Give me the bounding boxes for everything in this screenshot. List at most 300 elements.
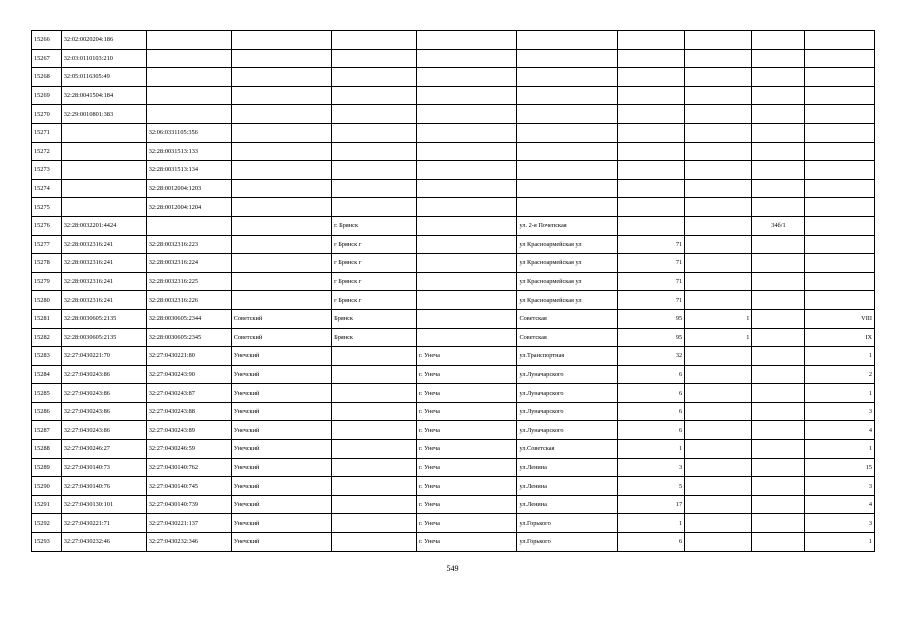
row-number-cell: 15281: [32, 309, 62, 328]
settlement-cell: г. Унеча: [417, 495, 517, 514]
house-number-cell: [617, 68, 684, 87]
cadastral-number-cell: 32:28:0041504:184: [61, 86, 146, 105]
building-cell: [685, 272, 752, 291]
settlement-cell: [417, 68, 517, 87]
table-row: [32, 402, 875, 421]
house-number-cell: 6: [617, 421, 684, 440]
street-cell: [517, 123, 617, 142]
street-cell: ул.Ленина: [517, 458, 617, 477]
building-cell: [685, 384, 752, 403]
structure-cell: [752, 421, 805, 440]
cadastral-number-cell: 32:28:0032316:241: [61, 254, 146, 273]
district-cell: Унечский: [231, 477, 331, 496]
object-cadastral-number-cell: 32:27:0430221:80: [146, 347, 231, 366]
building-cell: [685, 31, 752, 50]
settlement-cell: [417, 328, 517, 347]
city-cell: Брянск: [332, 328, 417, 347]
room-cell: [805, 198, 875, 217]
street-cell: ул Красноармейская ул: [517, 272, 617, 291]
street-cell: ул.Горького: [517, 533, 617, 552]
structure-cell: [752, 495, 805, 514]
table-row: [32, 49, 875, 68]
city-cell: [332, 179, 417, 198]
room-cell: 1: [805, 440, 875, 459]
table-row: [32, 458, 875, 477]
street-cell: ул.Ленина: [517, 477, 617, 496]
street-cell: ул.Транспортная: [517, 347, 617, 366]
house-number-cell: 1: [617, 440, 684, 459]
district-cell: Унечский: [231, 495, 331, 514]
table-row: [32, 123, 875, 142]
building-cell: [685, 402, 752, 421]
cadastral-number-cell: [61, 161, 146, 180]
house-number-cell: 3: [617, 458, 684, 477]
structure-cell: [752, 68, 805, 87]
street-cell: [517, 31, 617, 50]
house-number-cell: [617, 142, 684, 161]
row-number-cell: 15266: [32, 31, 62, 50]
object-cadastral-number-cell: 32:06:0331105:356: [146, 123, 231, 142]
building-cell: [685, 477, 752, 496]
structure-cell: [752, 477, 805, 496]
room-cell: [805, 216, 875, 235]
row-number-cell: 15274: [32, 179, 62, 198]
room-cell: 4: [805, 495, 875, 514]
district-cell: [231, 105, 331, 124]
room-cell: 3: [805, 514, 875, 533]
object-cadastral-number-cell: 32:28:0032316:226: [146, 291, 231, 310]
street-cell: ул.Горького: [517, 514, 617, 533]
house-number-cell: 71: [617, 291, 684, 310]
cadastral-number-cell: 32:28:0030605:2135: [61, 309, 146, 328]
object-cadastral-number-cell: [146, 68, 231, 87]
row-number-cell: 15280: [32, 291, 62, 310]
structure-cell: [752, 31, 805, 50]
row-number-cell: 15287: [32, 421, 62, 440]
street-cell: [517, 198, 617, 217]
table-row: [32, 514, 875, 533]
structure-cell: [752, 514, 805, 533]
cadastral-number-cell: 32:27:0430221:71: [61, 514, 146, 533]
table-row: [32, 161, 875, 180]
room-cell: [805, 105, 875, 124]
structure-cell: [752, 365, 805, 384]
house-number-cell: [617, 105, 684, 124]
row-number-cell: 15292: [32, 514, 62, 533]
structure-cell: [752, 86, 805, 105]
house-number-cell: [617, 123, 684, 142]
object-cadastral-number-cell: [146, 216, 231, 235]
city-cell: [332, 514, 417, 533]
row-number-cell: 15284: [32, 365, 62, 384]
settlement-cell: г. Унеча: [417, 402, 517, 421]
structure-cell: [752, 328, 805, 347]
page-number: 549: [446, 564, 459, 573]
house-number-cell: [617, 31, 684, 50]
room-cell: [805, 68, 875, 87]
settlement-cell: г. Унеча: [417, 365, 517, 384]
building-cell: [685, 142, 752, 161]
table-row: [32, 291, 875, 310]
table-row: [32, 495, 875, 514]
table-row: [32, 309, 875, 328]
row-number-cell: 15270: [32, 105, 62, 124]
house-number-cell: [617, 198, 684, 217]
structure-cell: [752, 254, 805, 273]
building-cell: [685, 365, 752, 384]
building-cell: [685, 235, 752, 254]
house-number-cell: 6: [617, 384, 684, 403]
city-cell: [332, 365, 417, 384]
settlement-cell: [417, 254, 517, 273]
house-number-cell: 6: [617, 365, 684, 384]
cadastral-number-cell: 32:27:0430243:86: [61, 384, 146, 403]
table-row: [32, 216, 875, 235]
settlement-cell: [417, 105, 517, 124]
settlement-cell: [417, 235, 517, 254]
registry-table: [31, 30, 875, 552]
cadastral-number-cell: [61, 142, 146, 161]
row-number-cell: 15275: [32, 198, 62, 217]
city-cell: [332, 384, 417, 403]
city-cell: [332, 105, 417, 124]
object-cadastral-number-cell: 32:28:0012004:1204: [146, 198, 231, 217]
city-cell: [332, 533, 417, 552]
structure-cell: 34б/1: [752, 216, 805, 235]
room-cell: [805, 86, 875, 105]
cadastral-number-cell: 32:28:0032201:4424: [61, 216, 146, 235]
building-cell: [685, 495, 752, 514]
cadastral-number-cell: 32:28:0032316:241: [61, 235, 146, 254]
structure-cell: [752, 198, 805, 217]
row-number-cell: 15277: [32, 235, 62, 254]
settlement-cell: [417, 31, 517, 50]
table-row: [32, 440, 875, 459]
city-cell: г Брянск г: [332, 272, 417, 291]
street-cell: [517, 161, 617, 180]
room-cell: [805, 123, 875, 142]
city-cell: [332, 123, 417, 142]
table-row: [32, 198, 875, 217]
city-cell: [332, 440, 417, 459]
room-cell: [805, 49, 875, 68]
building-cell: [685, 198, 752, 217]
building-cell: [685, 49, 752, 68]
settlement-cell: [417, 272, 517, 291]
city-cell: [332, 68, 417, 87]
structure-cell: [752, 291, 805, 310]
structure-cell: [752, 272, 805, 291]
cadastral-number-cell: 32:27:0430243:86: [61, 365, 146, 384]
district-cell: [231, 291, 331, 310]
settlement-cell: г. Унеча: [417, 458, 517, 477]
object-cadastral-number-cell: 32:27:0430140:762: [146, 458, 231, 477]
building-cell: [685, 68, 752, 87]
room-cell: [805, 254, 875, 273]
district-cell: [231, 161, 331, 180]
district-cell: Унечский: [231, 384, 331, 403]
room-cell: [805, 31, 875, 50]
table-row: [32, 86, 875, 105]
district-cell: [231, 272, 331, 291]
object-cadastral-number-cell: 32:27:0430221:137: [146, 514, 231, 533]
building-cell: [685, 123, 752, 142]
street-cell: [517, 179, 617, 198]
table-row: [32, 68, 875, 87]
structure-cell: [752, 161, 805, 180]
room-cell: [805, 235, 875, 254]
object-cadastral-number-cell: [146, 86, 231, 105]
building-cell: [685, 291, 752, 310]
district-cell: [231, 49, 331, 68]
district-cell: Советский: [231, 309, 331, 328]
street-cell: ул Красноармейская ул: [517, 291, 617, 310]
room-cell: 1: [805, 533, 875, 552]
settlement-cell: [417, 179, 517, 198]
object-cadastral-number-cell: 32:27:0430243:88: [146, 402, 231, 421]
building-cell: 1: [685, 328, 752, 347]
row-number-cell: 15285: [32, 384, 62, 403]
settlement-cell: [417, 291, 517, 310]
settlement-cell: г. Унеча: [417, 347, 517, 366]
street-cell: [517, 105, 617, 124]
room-cell: 3: [805, 477, 875, 496]
room-cell: 3: [805, 402, 875, 421]
cadastral-number-cell: 32:29:0010801:383: [61, 105, 146, 124]
cadastral-number-cell: [61, 123, 146, 142]
room-cell: 4: [805, 421, 875, 440]
district-cell: [231, 31, 331, 50]
object-cadastral-number-cell: [146, 31, 231, 50]
district-cell: [231, 235, 331, 254]
city-cell: г Брянск г: [332, 235, 417, 254]
city-cell: [332, 458, 417, 477]
district-cell: Унечский: [231, 365, 331, 384]
building-cell: [685, 458, 752, 477]
cadastral-number-cell: 32:27:0430232:46: [61, 533, 146, 552]
object-cadastral-number-cell: [146, 105, 231, 124]
street-cell: ул.Луначарского: [517, 421, 617, 440]
structure-cell: [752, 105, 805, 124]
street-cell: ул.Луначарского: [517, 365, 617, 384]
structure-cell: [752, 402, 805, 421]
cadastral-number-cell: 32:28:0030605:2135: [61, 328, 146, 347]
table-row: [32, 328, 875, 347]
structure-cell: [752, 458, 805, 477]
settlement-cell: [417, 198, 517, 217]
district-cell: Унечский: [231, 458, 331, 477]
table-row: [32, 384, 875, 403]
settlement-cell: [417, 216, 517, 235]
city-cell: [332, 347, 417, 366]
district-cell: Унечский: [231, 402, 331, 421]
settlement-cell: г. Унеча: [417, 421, 517, 440]
city-cell: [332, 142, 417, 161]
city-cell: Брянск: [332, 309, 417, 328]
house-number-cell: 71: [617, 235, 684, 254]
city-cell: [332, 477, 417, 496]
cadastral-number-cell: 32:27:0430246:27: [61, 440, 146, 459]
cadastral-number-cell: 32:28:0032316:241: [61, 291, 146, 310]
house-number-cell: 17: [617, 495, 684, 514]
district-cell: Унечский: [231, 533, 331, 552]
object-cadastral-number-cell: [146, 49, 231, 68]
settlement-cell: г. Унеча: [417, 440, 517, 459]
house-number-cell: 71: [617, 254, 684, 273]
structure-cell: [752, 179, 805, 198]
table-row: [32, 477, 875, 496]
row-number-cell: 15293: [32, 533, 62, 552]
row-number-cell: 15276: [32, 216, 62, 235]
district-cell: Унечский: [231, 514, 331, 533]
settlement-cell: [417, 309, 517, 328]
district-cell: [231, 142, 331, 161]
city-cell: [332, 31, 417, 50]
district-cell: [231, 123, 331, 142]
row-number-cell: 15286: [32, 402, 62, 421]
cadastral-number-cell: 32:02:0020204:186: [61, 31, 146, 50]
row-number-cell: 15283: [32, 347, 62, 366]
table-row: [32, 533, 875, 552]
district-cell: Унечский: [231, 421, 331, 440]
building-cell: [685, 216, 752, 235]
room-cell: [805, 142, 875, 161]
house-number-cell: 95: [617, 309, 684, 328]
city-cell: [332, 161, 417, 180]
object-cadastral-number-cell: 32:28:0032316:224: [146, 254, 231, 273]
house-number-cell: 5: [617, 477, 684, 496]
room-cell: [805, 161, 875, 180]
building-cell: [685, 86, 752, 105]
district-cell: [231, 216, 331, 235]
row-number-cell: 15273: [32, 161, 62, 180]
settlement-cell: г. Унеча: [417, 514, 517, 533]
room-cell: 1: [805, 384, 875, 403]
district-cell: [231, 68, 331, 87]
settlement-cell: г. Унеча: [417, 477, 517, 496]
table-row: [32, 272, 875, 291]
object-cadastral-number-cell: 32:27:0430243:87: [146, 384, 231, 403]
table-row: [32, 179, 875, 198]
house-number-cell: [617, 216, 684, 235]
city-cell: [332, 86, 417, 105]
room-cell: [805, 272, 875, 291]
object-cadastral-number-cell: 32:27:0430232:346: [146, 533, 231, 552]
settlement-cell: г. Унеча: [417, 533, 517, 552]
city-cell: [332, 402, 417, 421]
table-row: [32, 254, 875, 273]
building-cell: [685, 254, 752, 273]
room-cell: IX: [805, 328, 875, 347]
cadastral-number-cell: 32:27:0430130:101: [61, 495, 146, 514]
cadastral-number-cell: 32:27:0430221:70: [61, 347, 146, 366]
district-cell: Унечский: [231, 440, 331, 459]
structure-cell: [752, 309, 805, 328]
city-cell: [332, 421, 417, 440]
table-row: [32, 31, 875, 50]
city-cell: [332, 198, 417, 217]
city-cell: г Брянск г: [332, 291, 417, 310]
house-number-cell: [617, 86, 684, 105]
structure-cell: [752, 49, 805, 68]
street-cell: ул.Советская: [517, 440, 617, 459]
structure-cell: [752, 123, 805, 142]
street-cell: [517, 68, 617, 87]
row-number-cell: 15272: [32, 142, 62, 161]
object-cadastral-number-cell: 32:27:0430243:89: [146, 421, 231, 440]
structure-cell: [752, 235, 805, 254]
building-cell: [685, 161, 752, 180]
structure-cell: [752, 533, 805, 552]
cadastral-number-cell: [61, 179, 146, 198]
city-cell: г. Брянск: [332, 216, 417, 235]
row-number-cell: 15268: [32, 68, 62, 87]
table-row: [32, 235, 875, 254]
cadastral-number-cell: 32:27:0430140:76: [61, 477, 146, 496]
building-cell: [685, 105, 752, 124]
room-cell: 1: [805, 347, 875, 366]
street-cell: ул.Ленина: [517, 495, 617, 514]
street-cell: Советская: [517, 309, 617, 328]
district-cell: [231, 254, 331, 273]
street-cell: Советская: [517, 328, 617, 347]
table-body: [32, 31, 875, 552]
building-cell: 1: [685, 309, 752, 328]
cadastral-number-cell: [61, 198, 146, 217]
house-number-cell: 6: [617, 402, 684, 421]
house-number-cell: [617, 161, 684, 180]
row-number-cell: 15278: [32, 254, 62, 273]
building-cell: [685, 421, 752, 440]
row-number-cell: 15282: [32, 328, 62, 347]
row-number-cell: 15271: [32, 123, 62, 142]
house-number-cell: 6: [617, 533, 684, 552]
object-cadastral-number-cell: 32:28:0030605:2344: [146, 309, 231, 328]
object-cadastral-number-cell: 32:28:0032316:225: [146, 272, 231, 291]
table-row: [32, 365, 875, 384]
cadastral-number-cell: 32:05:0116305:49: [61, 68, 146, 87]
object-cadastral-number-cell: 32:28:0032316:223: [146, 235, 231, 254]
district-cell: [231, 86, 331, 105]
object-cadastral-number-cell: 32:28:0031513:133: [146, 142, 231, 161]
house-number-cell: 95: [617, 328, 684, 347]
city-cell: г Брянск г: [332, 254, 417, 273]
row-number-cell: 15289: [32, 458, 62, 477]
house-number-cell: [617, 179, 684, 198]
row-number-cell: 15290: [32, 477, 62, 496]
row-number-cell: 15288: [32, 440, 62, 459]
house-number-cell: 71: [617, 272, 684, 291]
street-cell: [517, 86, 617, 105]
object-cadastral-number-cell: 32:27:0430246:59: [146, 440, 231, 459]
street-cell: ул Красноармейская ул: [517, 235, 617, 254]
settlement-cell: [417, 142, 517, 161]
room-cell: 15: [805, 458, 875, 477]
street-cell: ул Красноармейская ул: [517, 254, 617, 273]
cadastral-number-cell: 32:27:0430243:86: [61, 421, 146, 440]
district-cell: [231, 179, 331, 198]
structure-cell: [752, 347, 805, 366]
cadastral-number-cell: 32:27:0430140:73: [61, 458, 146, 477]
settlement-cell: [417, 49, 517, 68]
row-number-cell: 15269: [32, 86, 62, 105]
building-cell: [685, 179, 752, 198]
room-cell: VIII: [805, 309, 875, 328]
row-number-cell: 15279: [32, 272, 62, 291]
house-number-cell: 32: [617, 347, 684, 366]
cadastral-number-cell: 32:03:0110103:210: [61, 49, 146, 68]
city-cell: [332, 49, 417, 68]
